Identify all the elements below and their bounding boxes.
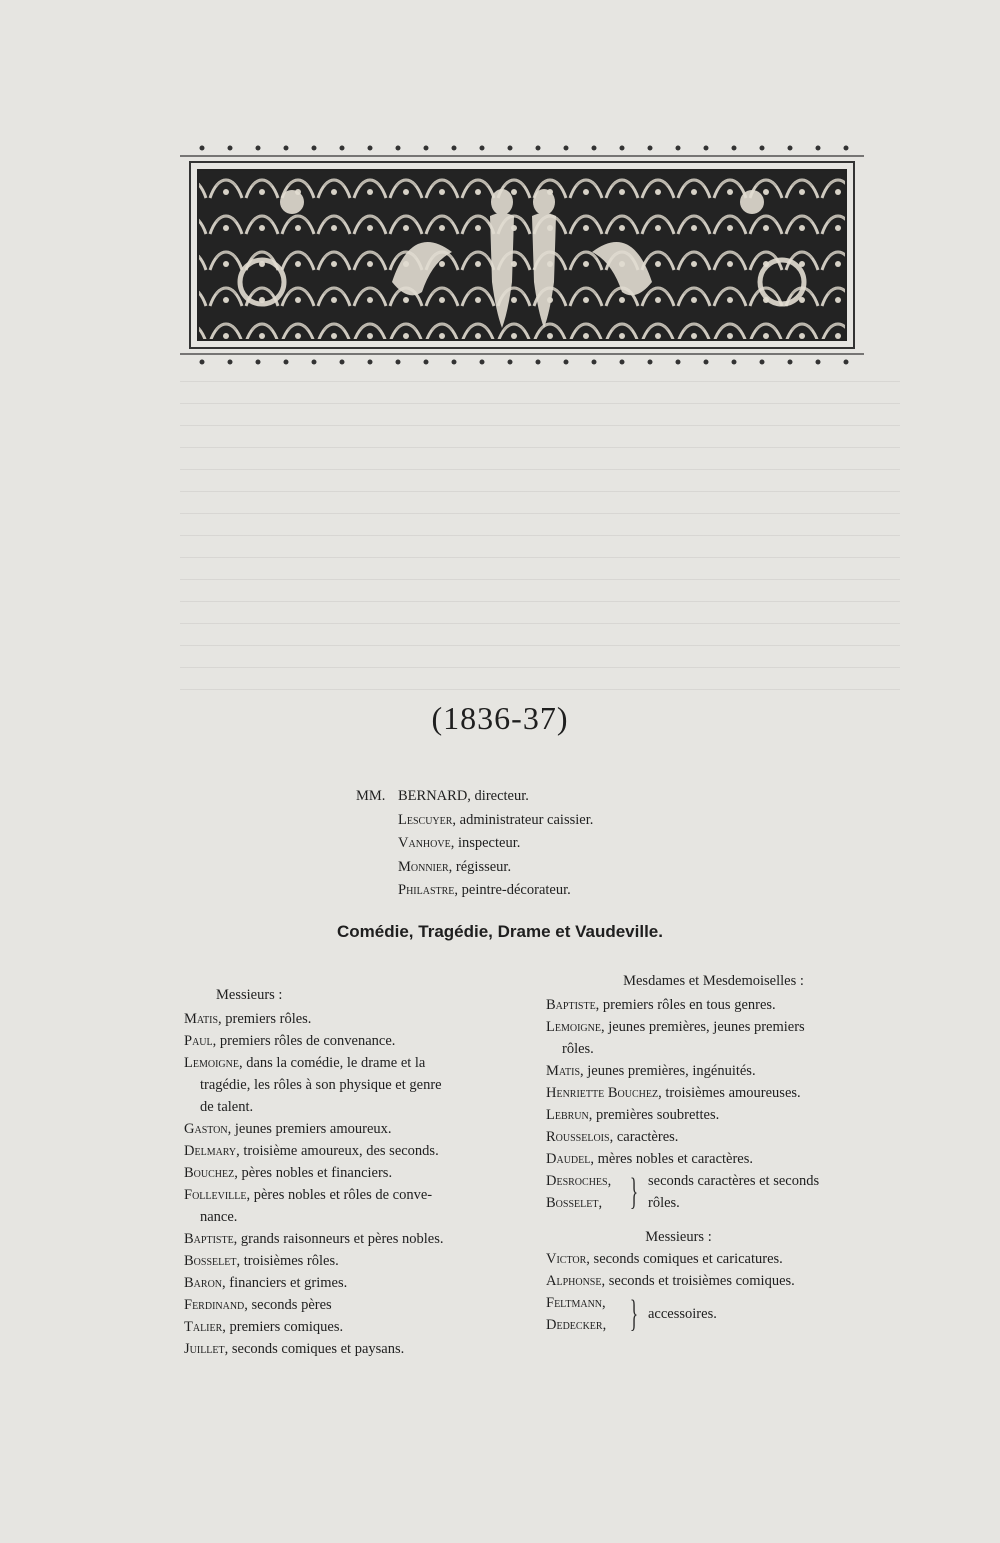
braced-pair — [546, 1292, 881, 1336]
actor-name: Delmary — [184, 1143, 237, 1159]
actor-role: , premiers rôles de convenance. — [212, 1033, 396, 1049]
actor-name: Juillet — [184, 1341, 225, 1357]
actor-role-continued: tragédie, les rôles à son physique et genre — [200, 1077, 442, 1093]
actor-name: Victor — [546, 1251, 587, 1267]
actor-role: , seconds pères — [244, 1297, 332, 1313]
list-item — [546, 1270, 881, 1292]
actor-name: Rousselois — [546, 1129, 610, 1145]
actor-name: Folleville — [184, 1187, 247, 1203]
staff-name: Philastre — [398, 882, 455, 898]
section-title: Comédie, Tragédie, Drame et Vaudeville. — [337, 922, 663, 941]
men-column — [184, 984, 524, 1360]
list-item — [184, 1162, 524, 1184]
list-item — [184, 1030, 524, 1052]
actor-role: , premières soubrettes. — [588, 1107, 720, 1123]
actor-role: , seconds comiques et caricatures. — [586, 1251, 783, 1267]
actor-role: , troisièmes amoureuses. — [658, 1085, 801, 1101]
actor-name: Bosselet — [184, 1253, 237, 1269]
actor-role: , jeunes premières, ingénuités. — [580, 1063, 756, 1079]
list-item — [546, 994, 881, 1016]
list-item — [546, 1016, 881, 1060]
actor-role: , seconds et troisièmes comiques. — [601, 1273, 795, 1289]
staff-name: Vanhove — [398, 835, 451, 851]
actor-role: , premiers comiques. — [222, 1319, 344, 1335]
actor-name: Baron — [184, 1275, 223, 1291]
women-heading: Mesdames et Mesdemoiselles : — [623, 973, 804, 989]
list-item — [546, 1060, 881, 1082]
actor-role: seconds caractères et seconds — [648, 1173, 820, 1189]
actor-name: Baptiste — [546, 997, 596, 1013]
actor-role: , pères nobles et rôles de conve- — [246, 1187, 433, 1203]
pair-description — [648, 1303, 881, 1325]
staff-prefix: MM. — [356, 788, 386, 804]
actor-name: Henriette Bouchez — [546, 1085, 659, 1101]
list-item — [546, 1082, 881, 1104]
actor-name: Ferdinand — [184, 1297, 245, 1313]
list-item — [184, 1250, 524, 1272]
brace-glyph: } — [629, 1171, 639, 1213]
list-item — [546, 1148, 881, 1170]
actor-name: Bosselet, — [546, 1195, 603, 1211]
staff-role: , régisseur. — [448, 858, 512, 875]
actor-role: , seconds comiques et paysans. — [224, 1341, 405, 1357]
staff-role: , directeur. — [467, 788, 529, 804]
actor-name: Dedecker, — [546, 1317, 607, 1333]
actor-name: Matis — [546, 1063, 581, 1079]
staff-name: Monnier — [398, 858, 449, 875]
list-item — [546, 1248, 881, 1270]
actor-role: , jeunes premières, jeunes premiers — [600, 1019, 805, 1035]
list-item — [184, 1140, 524, 1162]
list-item — [184, 1118, 524, 1140]
staff-role: , administrateur caissier. — [452, 811, 594, 828]
list-item — [184, 1338, 524, 1360]
staff-role: , peintre-décorateur. — [454, 882, 571, 898]
pair-names — [546, 1170, 626, 1214]
actor-name: Feltmann, — [546, 1295, 606, 1311]
list-item — [184, 1228, 524, 1250]
actor-role-continued: nance. — [200, 1209, 238, 1225]
actor-name: Desroches, — [546, 1173, 612, 1189]
bleed-through-texture — [180, 360, 900, 690]
actor-role: , premiers rôles. — [218, 1011, 312, 1027]
staff-row — [356, 785, 593, 809]
list-item — [546, 1104, 881, 1126]
actor-role: , financiers et grimes. — [222, 1275, 348, 1291]
actor-name: Lemoigne — [546, 1019, 601, 1035]
actor-role-continued: rôles. — [562, 1041, 594, 1057]
women-column — [546, 970, 881, 1336]
men-heading: Messieurs : — [216, 987, 283, 1003]
actor-name: Paul — [184, 1033, 213, 1049]
braced-pair — [546, 1170, 881, 1214]
list-item — [184, 1316, 524, 1338]
actor-role: , troisièmes rôles. — [236, 1253, 339, 1269]
list-item — [184, 1008, 524, 1030]
actor-role: accessoires. — [648, 1306, 717, 1322]
actor-name: Talier — [184, 1319, 223, 1335]
staff-row — [356, 879, 593, 903]
actor-name: Gaston — [184, 1121, 228, 1137]
list-item — [546, 1126, 881, 1148]
staff-name: Lescuyer — [398, 811, 453, 828]
men2-heading: Messieurs : — [645, 1229, 712, 1245]
pair-names — [546, 1292, 626, 1336]
list-item — [184, 1052, 524, 1118]
staff-row — [356, 809, 593, 833]
staff-name: BERNARD — [398, 788, 468, 804]
actor-role: , troisième amoureux, des seconds. — [236, 1143, 439, 1159]
list-item — [184, 1272, 524, 1294]
staff-row — [356, 832, 593, 856]
actor-role: , jeunes premiers amoureux. — [227, 1121, 392, 1137]
pair-description — [648, 1170, 881, 1214]
actor-name: Bouchez — [184, 1165, 235, 1181]
actor-name: Baptiste — [184, 1231, 234, 1247]
staff-list — [356, 785, 593, 903]
actor-role: , pères nobles et financiers. — [234, 1165, 393, 1181]
staff-role: , inspecteur. — [450, 835, 521, 851]
brace-glyph: } — [629, 1293, 639, 1335]
actor-name: Lemoigne — [184, 1055, 239, 1071]
actor-role: , caractères. — [609, 1129, 679, 1145]
ornamental-banner — [172, 132, 872, 370]
list-item — [184, 1294, 524, 1316]
actor-role: , grands raisonneurs et pères nobles. — [233, 1231, 444, 1247]
actor-role-continued: de talent. — [200, 1099, 254, 1115]
actor-name: Alphonse — [546, 1273, 602, 1289]
actor-name: Lebrun — [546, 1107, 589, 1123]
actor-name: Matis — [184, 1011, 219, 1027]
actor-role-continued: rôles. — [648, 1195, 680, 1211]
staff-row — [356, 856, 593, 880]
list-item — [184, 1184, 524, 1228]
actor-role: , premiers rôles en tous genres. — [595, 997, 776, 1013]
actor-name: Daudel — [546, 1151, 591, 1167]
actor-role: , dans la comédie, le drame et la — [238, 1055, 426, 1071]
season-year: (1836-37) — [431, 700, 569, 736]
actor-role: , mères nobles et caractères. — [590, 1151, 753, 1167]
